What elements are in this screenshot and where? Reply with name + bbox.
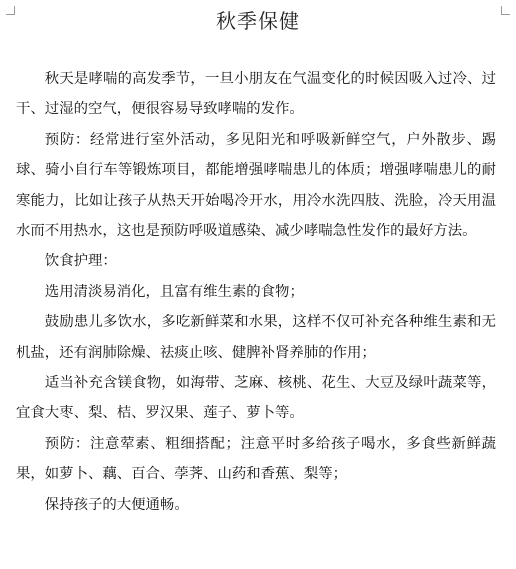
document-body (16, 64, 496, 520)
paragraph-bowel: 保持孩子的大便通畅。 (44, 496, 189, 513)
paragraph-diet-heading: 饮食护理： (44, 253, 117, 270)
paragraph-diet-item-2: 鼓励患儿多饮水，多吃新鲜菜和水果，这样不仅可补充各种维生素和无机盐，还有润肺除燥、祛痰止咳、健脾补肾养肺的作用； (16, 314, 496, 361)
paragraph-prevention-2: 预防：注意荤素、粗细搭配；注意平时多给孩子喝水，多食些新鲜蔬果，如萝卜、藕、百合、荸荠、山药和香蕉、梨等； (16, 435, 496, 483)
paragraph-intro: 秋天是哮喘的高发季节，一旦小朋友在气温变化的时候因吸入过冷、过干、过湿的空气，便很容易导致哮喘的发作。 (16, 71, 496, 118)
document-title: 秋季保健 (216, 9, 300, 33)
paragraph-prevention: 预防：经常进行室外活动，多见阳光和呼吸新鲜空气，户外散步、踢球、骑小自行车等锻炼项目，都能增强哮喘患儿的体质；增强哮喘患儿的耐寒能力，比如让孩子从热天开始喝冷开水，用冷水洗四肢、洗脸，冷天用温水而不用热水，这也是预防呼吸道感染、减少哮喘急性发作的最好方法。 (16, 131, 496, 240)
paragraph-diet-item-1: 选用清淡易消化，且富有维生素的食物； (44, 283, 304, 300)
paragraph-diet-item-3: 适当补充含镁食物，如海带、芝麻、核桃、花生、大豆及绿叶蔬菜等，宜食大枣、梨、桔、罗汉果、莲子、萝卜等。 (16, 375, 496, 422)
